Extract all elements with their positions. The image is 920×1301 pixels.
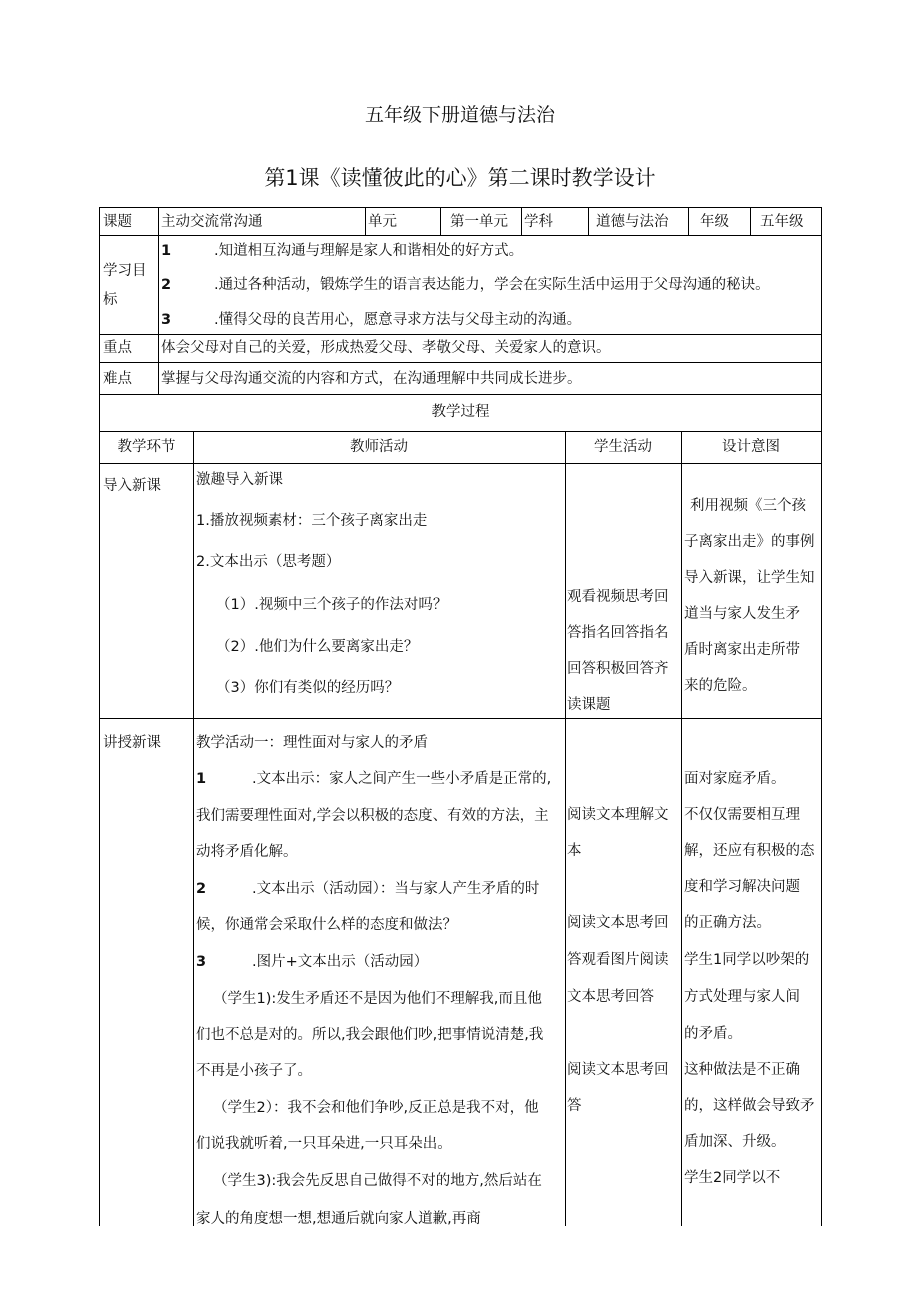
design-intent-line: 的正确方法。 [684,915,771,931]
unit-label: 单元 [368,214,397,230]
design-intent-line: 来的危险。 [684,678,757,694]
student-activity-line: 答观看图片阅读 [567,952,669,968]
student-activity-line: 阅读文本理解文 [567,807,669,823]
grade-label: 年级 [700,214,729,230]
activity-title: 教学活动一：理性面对与家人的矛盾 [196,735,428,751]
col-divider [521,208,522,235]
stage-label: 导入新课 [103,478,161,494]
design-intent-line: 度和学习解决问题 [684,879,800,895]
goals-label: 学习目 [103,263,147,279]
teacher-activity-line: .图片+文本出示（活动园） [252,954,429,970]
col-divider [750,208,751,235]
student-activity-line: 答 [567,1098,582,1114]
design-intent-line: 子离家出走》的事例 [684,534,815,550]
teacher-activity-line: 候，你通常会采取什么样的态度和做法？ [196,917,457,933]
student-activity-line: 观看视频思考回 [567,589,669,605]
goal-number: 3 [161,312,172,328]
row-divider [100,362,821,363]
design-intent-line: 不仅仅需要相互理 [684,807,800,823]
col-divider [158,235,159,394]
student-activity-line: 阅读文本思考回 [567,1062,669,1078]
goals-label: 标 [103,292,118,308]
teacher-activity-line: （学生1):发生矛盾还不是因为他们不理解我,而且他 [213,991,542,1007]
process-heading: 教学过程 [431,404,490,420]
item-number: 3 [196,954,207,970]
row-divider [100,463,821,464]
difficulty-text: 掌握与父母沟通交流的内容和方式，在沟通理解中共同成长进步。 [161,371,582,387]
col-divider [365,208,366,235]
student-activity-line: 阅读文本思考回 [567,915,669,931]
row-divider [100,394,821,395]
row-divider [100,334,821,335]
col-divider [681,431,682,1226]
teacher-activity-line: （2）.他们为什么要离家出走？ [216,639,419,655]
row-divider [100,718,821,719]
goal-number: 2 [161,277,172,293]
teacher-activity-line: （学生2）：我不会和他们争吵,反正总是我不对，他 [213,1100,539,1116]
teacher-activity-line: （3）你们有类似的经历吗？ [216,680,400,696]
unit-value: 第一单元 [450,214,508,230]
document-title: 五年级下册道德与法治 [364,104,555,126]
teacher-activity-line: 动将矛盾化解。 [196,844,298,860]
teacher-activity-line: （1）.视频中三个孩子的作法对吗？ [216,597,448,613]
teacher-activity-line: 们也不总是对的。所以,我会跟他们吵,把事情说清楚,我 [196,1027,544,1043]
column-header: 教学环节 [117,439,176,455]
design-intent-line: 道当与家人发生矛 [684,606,800,622]
item-number: 1 [196,771,207,787]
col-divider [193,431,194,1226]
design-intent-line: 面对家庭矛盾。 [684,771,786,787]
teacher-activity-line: 家人的角度想一想,想通后就向家人道歉,再商 [196,1211,481,1226]
grade-value: 五年级 [760,214,804,230]
teacher-activity-line: 1.播放视频素材：三个孩子离家出走 [196,513,428,529]
design-intent-line: 学生2同学以不 [684,1170,781,1186]
teacher-activity-line: 们说我就听着,一只耳朵进,一只耳朵出。 [196,1136,452,1152]
student-activity-line: 本 [567,843,582,859]
student-activity-line: 文本思考回答 [567,989,654,1005]
key-point-label: 重点 [103,340,132,356]
col-divider [440,208,441,235]
lesson-title: 第1课《读懂彼此的心》第二课时教学设计 [264,166,656,190]
lesson-plan-table [99,207,822,1226]
design-intent-line: 解，还应有积极的态 [684,843,815,859]
difficulty-label: 难点 [103,371,132,387]
teacher-activity-line: （学生3):我会先反思自己做得不对的地方,然后站在 [213,1173,542,1189]
goal-text: .知道相互沟通与理解是家人和谐相处的好方式。 [214,243,524,259]
teacher-activity-line: .文本出示：家人之间产生一些小矛盾是正常的, [252,771,552,787]
teacher-activity-line: 2.文本出示（思考题） [196,554,341,570]
row-divider [100,235,821,236]
design-intent-line: 盾时离家出走所带 [684,642,800,658]
goal-text: .通过各种活动，锻炼学生的语言表达能力，学会在实际生活中运用于父母沟通的秘诀。 [214,277,770,293]
design-intent-line: 方式处理与家人间 [684,989,800,1005]
column-header: 教师活动 [350,439,408,455]
subject-value: 道德与法治 [596,214,669,230]
key-point-text: 体会父母对自己的关爱，形成热爱父母、孝敬父母、关爱家人的意识。 [161,340,611,356]
subject-label: 学科 [524,214,553,230]
student-activity-line: 答指名回答指名 [567,625,669,641]
col-divider [158,208,159,235]
col-divider [565,431,566,1226]
teacher-activity-line: 我们需要理性面对,学会以积极的态度、有效的方法，主 [196,808,549,824]
topic-value: 主动交流常沟通 [161,214,263,230]
teacher-activity-line: 不再是小孩子了。 [196,1063,312,1079]
design-intent-line: 这种做法是不正确 [684,1062,800,1078]
student-activity-line: 回答积极回答齐 [567,661,669,677]
goal-number: 1 [161,243,172,259]
design-intent-line: 盾加深、升级。 [684,1134,786,1150]
col-divider [688,208,689,235]
teacher-activity-line: .文本出示（活动园）：当与家人产生矛盾的时 [252,881,540,897]
goal-text: .懂得父母的良苦用心，愿意寻求方法与父母主动的沟通。 [214,312,582,328]
column-header: 设计意图 [722,439,780,455]
design-intent-line: 的矛盾。 [684,1026,742,1042]
design-intent-line: 学生1同学以吵架的 [684,952,810,968]
column-header: 学生活动 [594,439,652,455]
stage-label: 讲授新课 [103,735,161,751]
col-divider [588,208,589,235]
student-activity-line: 读课题 [567,697,611,713]
design-intent-line: 导入新课，让学生知 [684,570,815,586]
item-number: 2 [196,881,207,897]
design-intent-line: 利用视频《三个孩 [690,498,806,514]
teacher-activity-line: 激趣导入新课 [196,472,283,488]
topic-label: 课题 [103,214,132,230]
row-divider [100,431,821,432]
design-intent-line: 的，这样做会导致矛 [684,1098,815,1114]
